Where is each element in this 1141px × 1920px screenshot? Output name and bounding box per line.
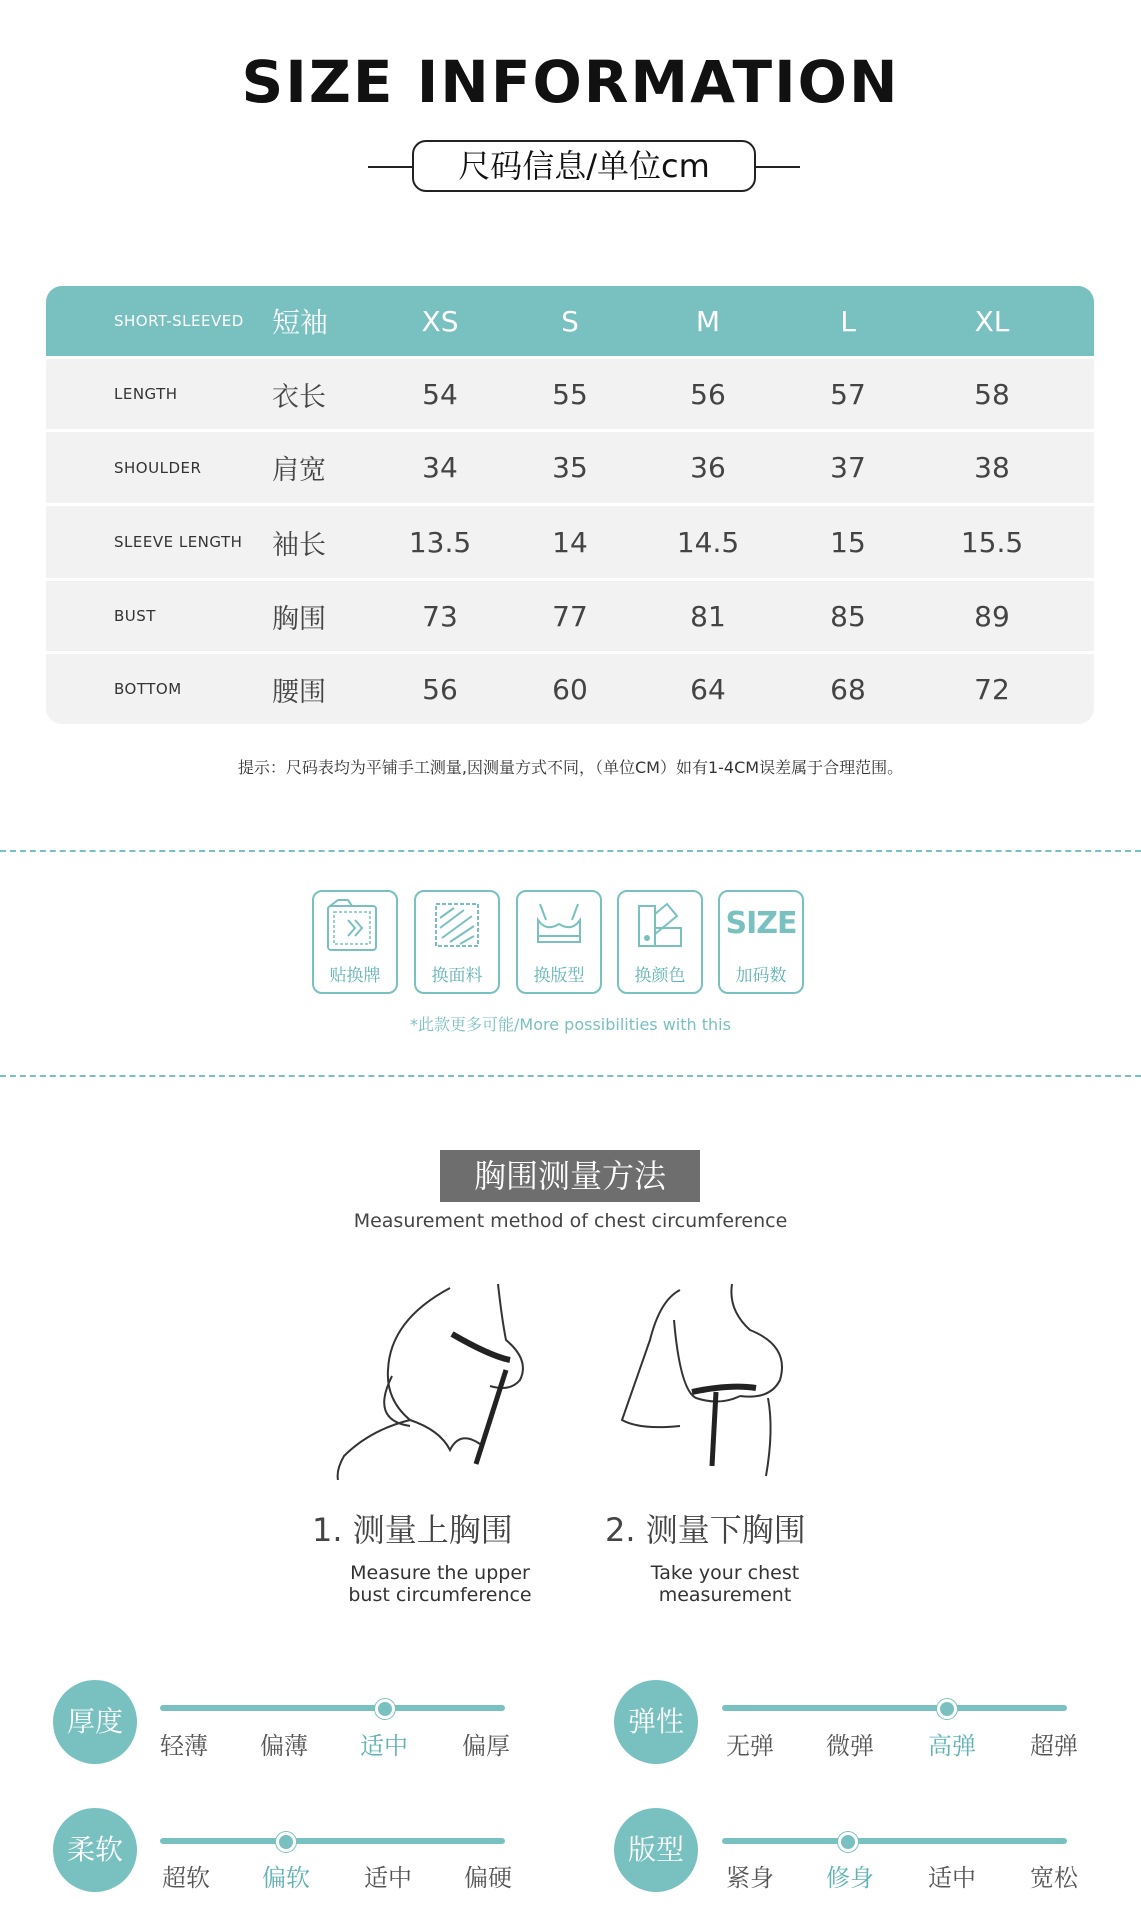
table-cell: 35 — [552, 451, 588, 484]
service-color — [617, 890, 703, 994]
row-cn-label: 衣长 — [272, 381, 326, 413]
table-cell: 15 — [830, 525, 866, 559]
tag-swap-icon — [322, 898, 388, 960]
rating-label-badge: 弹性 — [614, 1680, 698, 1764]
step-2-line1: Take your chest — [650, 1562, 800, 1584]
rating-knob — [937, 1699, 957, 1719]
row-en-label: SHOULDER — [114, 458, 202, 477]
size-header-xs: XS — [421, 304, 459, 338]
service-label: 换面料 — [431, 966, 483, 986]
table-cell: 81 — [690, 599, 726, 633]
table-cell: 68 — [830, 672, 866, 706]
service-label: 换版型 — [533, 966, 585, 986]
table-header-row — [46, 286, 1094, 356]
rating-option: 超软 — [162, 1864, 210, 1892]
fabric-icon — [424, 898, 490, 960]
table-row — [46, 356, 1094, 429]
table-cell: 14.5 — [676, 525, 740, 559]
bra-pattern-icon — [526, 898, 592, 960]
rating-track — [722, 1838, 1067, 1844]
dashed-divider — [0, 1075, 1141, 1077]
rating-knob — [375, 1699, 395, 1719]
row-en-label: BUST — [114, 607, 156, 625]
rating-track — [722, 1705, 1067, 1711]
rating-label-badge: 柔软 — [53, 1808, 137, 1892]
table-cell: 54 — [422, 377, 458, 411]
table-cell: 72 — [974, 672, 1010, 706]
table-cell: 14 — [552, 525, 588, 559]
service-label: 加码数 — [735, 966, 787, 986]
rating-knob — [276, 1832, 296, 1852]
row-en-label: SLEEVE LENGTH — [114, 533, 243, 551]
rating-option: 超弹 — [1030, 1732, 1078, 1760]
table-cell: 77 — [552, 599, 588, 633]
size-header-xl: XL — [974, 304, 1010, 338]
header-cn-label: 短袖 — [272, 306, 329, 339]
measure-title: 胸围测量方法 — [440, 1150, 700, 1202]
upper-bust-illustration — [330, 1280, 560, 1480]
size-header-m: M — [695, 304, 721, 338]
table-cell: 34 — [422, 451, 458, 484]
table-cell: 13.5 — [408, 525, 472, 559]
table-cell: 85 — [830, 599, 866, 633]
table-row — [46, 651, 1094, 724]
table-cell: 37 — [830, 451, 866, 484]
service-fabric — [414, 890, 500, 994]
service-extra-size — [718, 890, 804, 994]
rating-option: 无弹 — [726, 1732, 774, 1760]
page-title: SIZE INFORMATION — [241, 48, 900, 116]
step-2-caption — [620, 1562, 830, 1606]
service-label: 贴换牌 — [329, 966, 381, 986]
row-cn-label: 腰围 — [272, 676, 326, 708]
rating-option: 偏薄 — [260, 1732, 308, 1760]
measure-subtitle: Measurement method of chest circumference — [353, 1210, 788, 1232]
row-cn-label: 肩宽 — [272, 455, 326, 486]
service-pattern — [516, 890, 602, 994]
more-possibilities-note: *此款更多可能/More possibilities with this — [410, 1015, 731, 1034]
size-header-s: S — [561, 304, 579, 338]
subtitle-pill: 尺码信息/单位cm — [412, 140, 756, 192]
service-label: 换颜色 — [634, 966, 686, 986]
rating-option: 偏厚 — [462, 1732, 510, 1760]
step-1-line1: Measure the upper — [350, 1562, 530, 1584]
size-note: 提示：尺码表均为平铺手工测量,因测量方式不同，（单位CM）如有1-4CM误差属于合理范围。 — [237, 758, 904, 777]
rating-knob — [838, 1832, 858, 1852]
rating-option-selected: 适中 — [360, 1732, 408, 1760]
rating-option: 偏硬 — [464, 1864, 512, 1892]
table-row — [46, 503, 1094, 578]
rating-option: 紧身 — [726, 1864, 774, 1892]
rating-track — [160, 1705, 505, 1711]
rating-label-badge: 版型 — [614, 1808, 698, 1892]
table-cell: 64 — [690, 672, 726, 706]
table-cell: 56 — [690, 377, 726, 411]
table-cell: 55 — [552, 377, 588, 411]
subtitle-right-rule — [754, 166, 800, 168]
row-cn-label: 袖长 — [272, 529, 326, 561]
rating-option-selected: 高弹 — [928, 1732, 976, 1760]
table-cell: 56 — [422, 672, 458, 706]
table-cell: 73 — [422, 599, 458, 633]
step-1-line2: bust circumference — [348, 1584, 532, 1606]
size-table — [46, 286, 1094, 724]
row-en-label: LENGTH — [114, 385, 178, 403]
table-row — [46, 429, 1094, 503]
row-cn-label: 胸围 — [272, 603, 326, 635]
color-swatch-icon — [627, 898, 693, 960]
table-cell: 36 — [690, 451, 726, 484]
subtitle-left-rule — [368, 166, 414, 168]
header-en-label: SHORT-SLEEVED — [114, 312, 244, 330]
rating-option: 宽松 — [1030, 1864, 1078, 1892]
step-2-title: 2. 测量下胸围 — [605, 1511, 806, 1549]
under-bust-illustration — [600, 1280, 830, 1480]
size-icon: SIZE — [725, 906, 797, 941]
table-cell: 15.5 — [960, 525, 1024, 559]
size-header-l: L — [840, 304, 856, 338]
rating-option: 适中 — [928, 1864, 976, 1892]
rating-option: 微弹 — [826, 1732, 874, 1760]
table-row — [46, 578, 1094, 651]
rating-option: 轻薄 — [160, 1732, 208, 1760]
rating-track — [160, 1838, 505, 1844]
service-tag-swap — [312, 890, 398, 994]
table-cell: 89 — [974, 599, 1010, 633]
step-1-title: 1. 测量上胸围 — [312, 1511, 513, 1549]
table-cell: 60 — [552, 672, 588, 706]
dashed-divider — [0, 850, 1141, 852]
rating-label-badge: 厚度 — [53, 1680, 137, 1764]
step-2-line2: measurement — [658, 1584, 792, 1606]
table-cell: 38 — [974, 451, 1010, 484]
step-1-caption — [330, 1562, 550, 1606]
rating-option-selected: 修身 — [826, 1864, 874, 1892]
table-cell: 57 — [830, 377, 866, 411]
rating-option-selected: 偏软 — [262, 1864, 310, 1892]
table-cell: 58 — [974, 377, 1010, 411]
row-en-label: BOTTOM — [114, 680, 182, 698]
rating-option: 适中 — [364, 1864, 412, 1892]
